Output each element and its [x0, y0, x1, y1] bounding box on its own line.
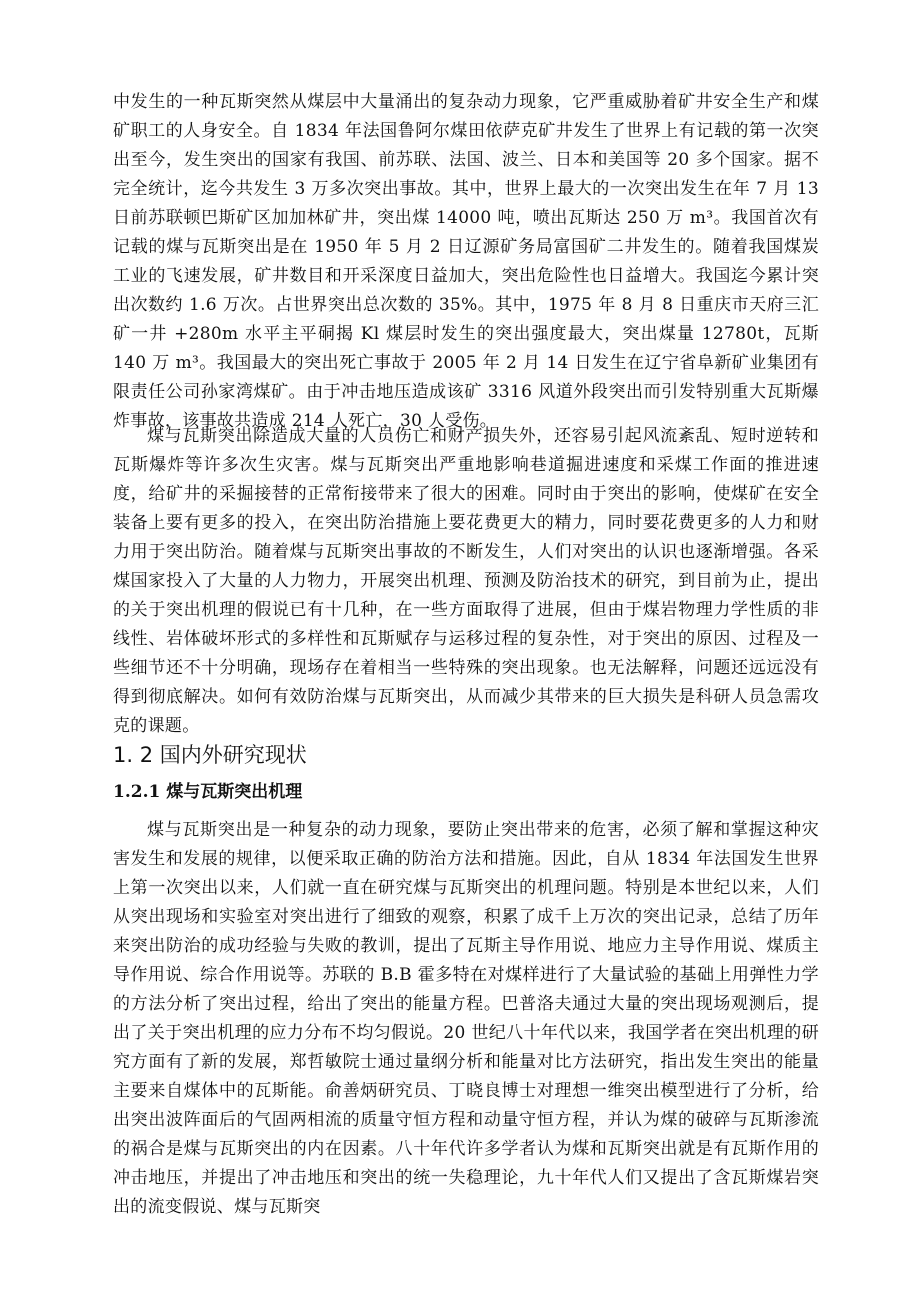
body-paragraph-1: 中发生的一种瓦斯突然从煤层中大量涌出的复杂动力现象，它严重威胁着矿井安全生产和煤矿职工的人身安全。自 1834 年法国鲁阿尔煤田依萨克矿井发生了世界上有记载的第一次突出至今，发生突出的国家有我国、前苏联、法国、波兰、日本和美国等 20 多个国家。据不完全统计，迄今共发生 3 万多次突出事故。其中，世界上最大的一次突出发生在年 7 月 13 日前苏联顿巴斯矿区加加林矿井，突出煤 14000 吨，喷出瓦斯达 250 万 m³。我国首次有记载的煤与瓦斯突出是在 1950 年 5 月 2 日辽源矿务局富国矿二井发生的。随着我国煤炭工业的飞速发展，矿井数目和开采深度日益加大，突出危险性也日益增大。我国迄今累计突出次数约 1.6 万次。占世界突出总次数的 35%。其中，1975 年 8 月 8 日重庆市天府三汇矿一井 +280m 水平主平硐揭 Kl 煤层时发生的突出强度最大，突出煤量 12780t，瓦斯 140 万 m³。我国最大的突出死亡事故于 2005 年 2 月 14 日发生在辽宁省阜新矿业集团有限责任公司孙家湾煤矿。由于冲击地压造成该矿 3316 风道外段突出而引发特别重大瓦斯爆炸事故，该事故共造成 214 人死亡，30 人受伤。	[113, 92, 819, 431]
body-paragraph-3: 煤与瓦斯突出是一种复杂的动力现象，要防止突出带来的危害，必须了解和掌握这种灾害发生和发展的规律，以便采取正确的防治方法和措施。因此，自从 1834 年法国发生世界上第一次突出以来，人们就一直在研究煤与瓦斯突出的机理问题。特别是本世纪以来，人们从突出现场和实验室对突出进行了细致的观察，积累了成千上万次的突出记录，总结了历年来突出防治的成功经验与失败的教训，提出了瓦斯主导作用说、地应力主导作用说、煤质主导作用说、综合作用说等。苏联的 B.B 霍多特在对煤样进行了大量试验的基础上用弹性力学的方法分析了突出过程，给出了突出的能量方程。巴普洛夫通过大量的突出现场观测后，提出了关于突出机理的应力分布不均匀假说。20 世纪八十年代以来，我国学者在突出机理的研究方面有了新的发展，郑哲敏院士通过量纲分析和能量对比方法研究，指出发生突出的能量主要来自煤体中的瓦斯能。俞善炳研究员、丁晓良博士对理想一维突出模型进行了分析，给出突出波阵面后的气固两相流的质量守恒方程和动量守恒方程，并认为煤的破碎与瓦斯渗流的祸合是煤与瓦斯突出的内在因素。八十年代许多学者认为煤和瓦斯突出就是有瓦斯作用的冲击地压，并提出了冲击地压和突出的统一失稳理论，九十年代人们又提出了含瓦斯煤岩突出的流变假说、煤与瓦斯突	[113, 820, 819, 1217]
subsection-heading-1-2-1-block	[113, 779, 819, 805]
body-paragraph-1-block	[113, 88, 819, 436]
body-paragraph-3-block	[113, 816, 819, 1222]
section-heading-1-2: 1. 2 国内外研究现状	[113, 743, 307, 767]
body-paragraph-2-block	[113, 422, 819, 741]
subsection-heading-1-2-1: 1.2.1 煤与瓦斯突出机理	[113, 782, 303, 802]
section-heading-1-2-block	[113, 740, 819, 770]
body-paragraph-2: 煤与瓦斯突出除造成大量的人员伤亡和财产损失外，还容易引起风流紊乱、短时逆转和瓦斯爆炸等许多次生灾害。煤与瓦斯突出严重地影响巷道掘进速度和采煤工作面的推进速度，给矿井的采掘接替的正常衔接带来了很大的困难。同时由于突出的影响，使煤矿在安全装备上要有更多的投入，在突出防治措施上要花费更大的精力，同时要花费更多的人力和财力用于突出防治。随着煤与瓦斯突出事故的不断发生，人们对突出的认识也逐渐增强。各采煤国家投入了大量的人力物力，开展突出机理、预测及防治技术的研究，到目前为止，提出的关于突出机理的假说已有十几种，在一些方面取得了进展，但由于煤岩物理力学性质的非线性、岩体破坏形式的多样性和瓦斯赋存与运移过程的复杂性，对于突出的原因、过程及一些细节还不十分明确，现场存在着相当一些特殊的突出现象。也无法解释，问题还远远没有得到彻底解决。如何有效防治煤与瓦斯突出，从而减少其带来的巨大损失是科研人员急需攻克的课题。	[113, 426, 819, 736]
